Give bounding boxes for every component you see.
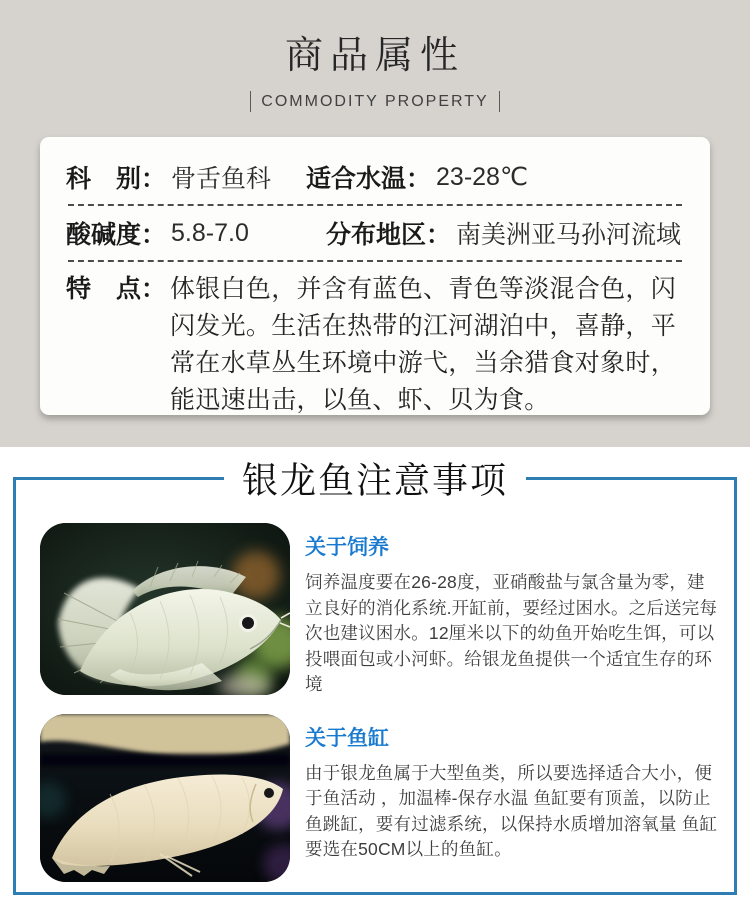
property-label: 特 点：	[66, 275, 167, 303]
page-subtitle-wrap	[0, 91, 750, 112]
page-title: 商品属性	[284, 35, 465, 77]
property-region	[326, 215, 681, 251]
tank-heading: 关于鱼缸	[305, 726, 389, 750]
arowana-illustration-2	[40, 714, 290, 882]
property-label: 分布地区：	[326, 221, 452, 249]
property-ph	[66, 215, 326, 251]
property-label: 科 别：	[66, 165, 167, 193]
property-row-ph-region	[66, 211, 684, 255]
commodity-property-section	[0, 0, 750, 447]
property-family	[66, 159, 306, 195]
feature-description: 体银白色，并含有蓝色、青色等淡混合色，闪闪发光。生活在热带的江河湖泊中，喜静，平常在水草丛生环境中游弋，当余猎食对象时，能迅速出击，以鱼、虾、贝为食。	[170, 275, 677, 414]
notice-title: 银龙鱼注意事项	[224, 453, 526, 504]
tank-text-block	[305, 714, 722, 882]
feeding-heading: 关于饲养	[305, 536, 389, 559]
dashed-divider	[68, 204, 682, 206]
arowana-illustration-1	[40, 523, 290, 695]
feeding-body: 饲养温度要在26-28度，亚硝酸盐与氯含量为零，建立良好的消化系统.开缸前，要经过困水。之后送完每次也建议困水。12厘米以下的幼鱼开始吃生饵，可以投喂面包或小河虾。给银龙鱼提供一个适宜生存的环境	[305, 572, 718, 694]
property-label: 酸碱度：	[66, 221, 167, 249]
property-row-family-temp	[66, 155, 684, 199]
property-row-features	[66, 271, 684, 419]
notice-entry-tank	[40, 714, 722, 882]
dashed-divider	[68, 260, 682, 262]
arowana-notice-section	[13, 459, 737, 895]
silver-arowana-photo	[40, 523, 290, 695]
tank-body: 由于银龙鱼属于大型鱼类，所以要选择适合大小，便于鱼活动 ，加温棒-保存水温 鱼缸要有顶盖，以防止鱼跳缸，要有过滤系统，以保持水质增加溶氧量 鱼缸要选在50CM以上的鱼缸。	[305, 762, 718, 859]
property-value: 骨舌鱼科	[171, 165, 272, 193]
property-card	[40, 137, 710, 415]
property-water-temp	[306, 159, 528, 195]
notice-entries	[40, 523, 722, 898]
property-label: 适合水温：	[306, 165, 432, 193]
page-subtitle: COMMODITY PROPERTY	[250, 91, 499, 112]
notice-entry-feeding	[40, 523, 722, 698]
feeding-text-block	[305, 523, 722, 698]
property-value: 南美洲亚马孙河流域	[456, 221, 682, 249]
property-value: 5.8-7.0	[171, 218, 249, 247]
property-value: 23-28℃	[436, 163, 529, 191]
silver-arowana-in-tank-photo	[40, 714, 290, 882]
